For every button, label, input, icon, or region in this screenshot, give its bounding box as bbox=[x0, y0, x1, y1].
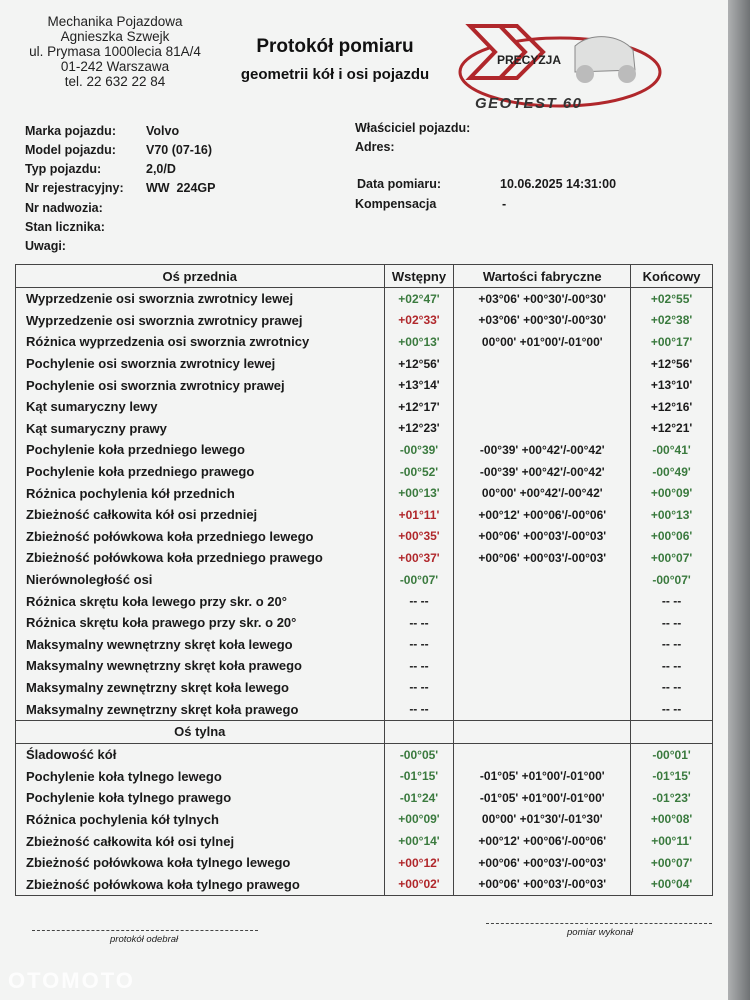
table-row bbox=[16, 852, 713, 874]
counter-label: Stan licznika: bbox=[25, 220, 105, 234]
rear-axle-header-row bbox=[16, 720, 713, 743]
table-row bbox=[16, 612, 713, 634]
company-line: tel. 22 632 22 84 bbox=[64, 74, 166, 89]
initial-value: +02°33' bbox=[384, 310, 454, 332]
factory-value bbox=[454, 418, 631, 440]
factory-value bbox=[454, 590, 631, 612]
table-row bbox=[16, 396, 713, 418]
compensation-value: - bbox=[502, 197, 507, 211]
parameter-name: Różnica pochylenia kół przednich bbox=[16, 482, 385, 504]
table-row bbox=[16, 809, 713, 831]
header-final: Końcowy bbox=[631, 265, 713, 288]
final-value: -- -- bbox=[631, 612, 713, 634]
factory-value: 00°00' +01°30'/-01°30' bbox=[454, 809, 631, 831]
company-line: Agnieszka Szwejk bbox=[60, 29, 170, 44]
company-line: 01-242 Warszawa bbox=[60, 59, 170, 74]
final-value: +02°38' bbox=[631, 310, 713, 332]
final-value: +00°07' bbox=[631, 852, 713, 874]
empty-cell bbox=[454, 720, 631, 743]
company-line: Mechanika Pojazdowa bbox=[47, 14, 183, 29]
initial-value: -- -- bbox=[384, 655, 454, 677]
initial-value: +12°17' bbox=[384, 396, 454, 418]
final-value: +00°09' bbox=[631, 482, 713, 504]
factory-value bbox=[454, 698, 631, 720]
factory-value: +00°12' +00°06'/-00°06' bbox=[454, 830, 631, 852]
owner-label: Właściciel pojazdu: bbox=[355, 121, 471, 135]
parameter-name: Maksymalny wewnętrzny skręt koła lewego bbox=[16, 634, 385, 656]
factory-value: -00°39' +00°42'/-00°42' bbox=[454, 461, 631, 483]
final-value: -- -- bbox=[631, 677, 713, 699]
factory-value bbox=[454, 677, 631, 699]
factory-value bbox=[454, 353, 631, 375]
measurement-table bbox=[15, 264, 713, 896]
notes-label: Uwagi: bbox=[25, 239, 66, 253]
parameter-name: Pochylenie koła przedniego prawego bbox=[16, 461, 385, 483]
header-front-axle: Oś przednia bbox=[16, 265, 385, 288]
final-value: +00°08' bbox=[631, 809, 713, 831]
reg-label: Nr rejestracyjny: bbox=[25, 181, 124, 195]
final-value: -00°01' bbox=[631, 743, 713, 765]
factory-value: +00°06' +00°03'/-00°03' bbox=[454, 547, 631, 569]
make-label: Marka pojazdu: bbox=[25, 124, 116, 138]
table-row bbox=[16, 743, 713, 765]
final-value: +00°06' bbox=[631, 526, 713, 548]
title-main: Protokół pomiaru bbox=[256, 36, 414, 57]
final-value: +02°55' bbox=[631, 288, 713, 310]
factory-value bbox=[454, 655, 631, 677]
final-value: +13°10' bbox=[631, 374, 713, 396]
initial-value: -00°05' bbox=[384, 743, 454, 765]
factory-value: +00°06' +00°03'/-00°03' bbox=[454, 852, 631, 874]
document-title bbox=[210, 36, 460, 83]
initial-value: +02°47' bbox=[384, 288, 454, 310]
table-row bbox=[16, 677, 713, 699]
initial-value: +00°09' bbox=[384, 809, 454, 831]
geotest-logo bbox=[455, 14, 665, 114]
parameter-name: Pochylenie osi sworznia zwrotnicy lewej bbox=[16, 353, 385, 375]
table-row bbox=[16, 590, 713, 612]
performed-label: pomiar wykonał bbox=[567, 927, 633, 938]
final-value: -- -- bbox=[631, 590, 713, 612]
initial-value: +12°56' bbox=[384, 353, 454, 375]
parameter-name: Zbieżność połówkowa koła tylnego lewego bbox=[16, 852, 385, 874]
parameter-name: Zbieżność połówkowa koła przedniego prawego bbox=[16, 547, 385, 569]
final-value: -01°23' bbox=[631, 787, 713, 809]
date-value: 10.06.2025 14:31:00 bbox=[500, 177, 617, 191]
initial-value: -00°07' bbox=[384, 569, 454, 591]
company-line: ul. Prymasa 1000lecia 81A/4 bbox=[29, 44, 201, 59]
header-initial: Wstępny bbox=[384, 265, 454, 288]
factory-value: 00°00' +00°42'/-00°42' bbox=[454, 482, 631, 504]
parameter-name: Śladowość kół bbox=[16, 743, 385, 765]
date-label: Data pomiaru: bbox=[357, 177, 442, 191]
table-row bbox=[16, 655, 713, 677]
final-value: +12°56' bbox=[631, 353, 713, 375]
empty-cell bbox=[631, 720, 713, 743]
parameter-name: Wyprzedzenie osi sworznia zwrotnicy prawej bbox=[16, 310, 385, 332]
factory-value bbox=[454, 743, 631, 765]
initial-value: +00°37' bbox=[384, 547, 454, 569]
table-row bbox=[16, 439, 713, 461]
table-row bbox=[16, 873, 713, 895]
table-row bbox=[16, 418, 713, 440]
address-label: Adres: bbox=[355, 140, 395, 154]
initial-value: -- -- bbox=[384, 698, 454, 720]
watermark: OTOMOTO bbox=[8, 968, 135, 993]
factory-value bbox=[454, 634, 631, 656]
model-label: Model pojazdu: bbox=[25, 143, 116, 157]
final-value: +12°16' bbox=[631, 396, 713, 418]
factory-value: -00°39' +00°42'/-00°42' bbox=[454, 439, 631, 461]
type-value: 2,0/D bbox=[146, 162, 176, 176]
factory-value: +03°06' +00°30'/-00°30' bbox=[454, 288, 631, 310]
initial-value: +13°14' bbox=[384, 374, 454, 396]
table-row bbox=[16, 310, 713, 332]
logo-text-top: PRECYZJA bbox=[497, 53, 562, 67]
initial-value: -- -- bbox=[384, 677, 454, 699]
parameter-name: Różnica wyprzedzenia osi sworznia zwrotnicy bbox=[16, 331, 385, 353]
logo-text-bottom: GEOTEST 60 bbox=[475, 95, 583, 112]
final-value: -00°49' bbox=[631, 461, 713, 483]
parameter-name: Pochylenie koła przedniego lewego bbox=[16, 439, 385, 461]
table-row bbox=[16, 353, 713, 375]
initial-value: +00°02' bbox=[384, 873, 454, 895]
parameter-name: Pochylenie koła tylnego prawego bbox=[16, 787, 385, 809]
title-sub: geometrii kół i osi pojazdu bbox=[240, 66, 430, 83]
final-value: +12°21' bbox=[631, 418, 713, 440]
header-rear-axle: Oś tylna bbox=[16, 720, 385, 743]
parameter-name: Kąt sumaryczny prawy bbox=[16, 418, 385, 440]
table-row bbox=[16, 634, 713, 656]
factory-value: -01°05' +01°00'/-01°00' bbox=[454, 787, 631, 809]
model-value: V70 (07-16) bbox=[146, 143, 213, 157]
factory-value: +03°06' +00°30'/-00°30' bbox=[454, 310, 631, 332]
signature-line-performed bbox=[486, 923, 712, 924]
parameter-name: Różnica skrętu koła lewego przy skr. o 20° bbox=[16, 590, 385, 612]
parameter-name: Różnica pochylenia kół tylnych bbox=[16, 809, 385, 831]
final-value: -01°15' bbox=[631, 765, 713, 787]
parameter-name: Zbieżność całkowita kół osi tylnej bbox=[16, 830, 385, 852]
parameter-name: Zbieżność całkowita kół osi przedniej bbox=[16, 504, 385, 526]
final-value: -- -- bbox=[631, 698, 713, 720]
parameter-name: Zbieżność połówkowa koła tylnego prawego bbox=[16, 873, 385, 895]
table-row bbox=[16, 698, 713, 720]
table-header-row bbox=[16, 265, 713, 288]
initial-value: +00°14' bbox=[384, 830, 454, 852]
parameter-name: Zbieżność połówkowa koła przedniego lewego bbox=[16, 526, 385, 548]
background-edge bbox=[728, 0, 750, 1000]
header-factory: Wartości fabryczne bbox=[454, 265, 631, 288]
table-row bbox=[16, 331, 713, 353]
final-value: -- -- bbox=[631, 655, 713, 677]
received-label: protokół odebrał bbox=[110, 934, 179, 945]
parameter-name: Maksymalny zewnętrzny skręt koła lewego bbox=[16, 677, 385, 699]
parameter-name: Nierównoległość osi bbox=[16, 569, 385, 591]
initial-value: +00°13' bbox=[384, 482, 454, 504]
parameter-name: Pochylenie koła tylnego lewego bbox=[16, 765, 385, 787]
final-value: +00°07' bbox=[631, 547, 713, 569]
factory-value: +00°06' +00°03'/-00°03' bbox=[454, 526, 631, 548]
parameter-name: Kąt sumaryczny lewy bbox=[16, 396, 385, 418]
initial-value: +00°35' bbox=[384, 526, 454, 548]
company-address bbox=[20, 14, 210, 89]
compensation-label: Kompensacja bbox=[355, 197, 437, 211]
table-row bbox=[16, 830, 713, 852]
factory-value bbox=[454, 396, 631, 418]
body-number-label: Nr nadwozia: bbox=[25, 201, 103, 215]
factory-value bbox=[454, 374, 631, 396]
signature-line-received bbox=[32, 930, 258, 931]
table-row bbox=[16, 461, 713, 483]
final-value: +00°13' bbox=[631, 504, 713, 526]
table-row bbox=[16, 374, 713, 396]
make-value: Volvo bbox=[146, 124, 180, 138]
parameter-name: Maksymalny wewnętrzny skręt koła prawego bbox=[16, 655, 385, 677]
table-row bbox=[16, 526, 713, 548]
factory-value: 00°00' +01°00'/-01°00' bbox=[454, 331, 631, 353]
empty-cell bbox=[384, 720, 454, 743]
measurement-table-body bbox=[16, 265, 713, 896]
final-value: +00°04' bbox=[631, 873, 713, 895]
initial-value: +01°11' bbox=[384, 504, 454, 526]
factory-value: -01°05' +01°00'/-01°00' bbox=[454, 765, 631, 787]
final-value: -00°07' bbox=[631, 569, 713, 591]
initial-value: +12°23' bbox=[384, 418, 454, 440]
parameter-name: Różnica skrętu koła prawego przy skr. o 20° bbox=[16, 612, 385, 634]
final-value: -- -- bbox=[631, 634, 713, 656]
parameter-name: Pochylenie osi sworznia zwrotnicy prawej bbox=[16, 374, 385, 396]
initial-value: -00°39' bbox=[384, 439, 454, 461]
initial-value: +00°13' bbox=[384, 331, 454, 353]
table-row bbox=[16, 482, 713, 504]
table-row bbox=[16, 547, 713, 569]
initial-value: -01°15' bbox=[384, 765, 454, 787]
table-row bbox=[16, 569, 713, 591]
table-row bbox=[16, 288, 713, 310]
factory-value bbox=[454, 569, 631, 591]
initial-value: -00°52' bbox=[384, 461, 454, 483]
table-row bbox=[16, 765, 713, 787]
initial-value: -- -- bbox=[384, 612, 454, 634]
initial-value: -- -- bbox=[384, 634, 454, 656]
table-row bbox=[16, 787, 713, 809]
type-label: Typ pojazdu: bbox=[25, 162, 102, 176]
initial-value: -01°24' bbox=[384, 787, 454, 809]
parameter-name: Wyprzedzenie osi sworznia zwrotnicy lewej bbox=[16, 288, 385, 310]
final-value: +00°11' bbox=[631, 830, 713, 852]
factory-value: +00°12' +00°06'/-00°06' bbox=[454, 504, 631, 526]
initial-value: +00°12' bbox=[384, 852, 454, 874]
initial-value: -- -- bbox=[384, 590, 454, 612]
reg-value: WW 224GP bbox=[146, 181, 216, 195]
parameter-name: Maksymalny zewnętrzny skręt koła prawego bbox=[16, 698, 385, 720]
factory-value: +00°06' +00°03'/-00°03' bbox=[454, 873, 631, 895]
table-row bbox=[16, 504, 713, 526]
factory-value bbox=[454, 612, 631, 634]
final-value: +00°17' bbox=[631, 331, 713, 353]
final-value: -00°41' bbox=[631, 439, 713, 461]
